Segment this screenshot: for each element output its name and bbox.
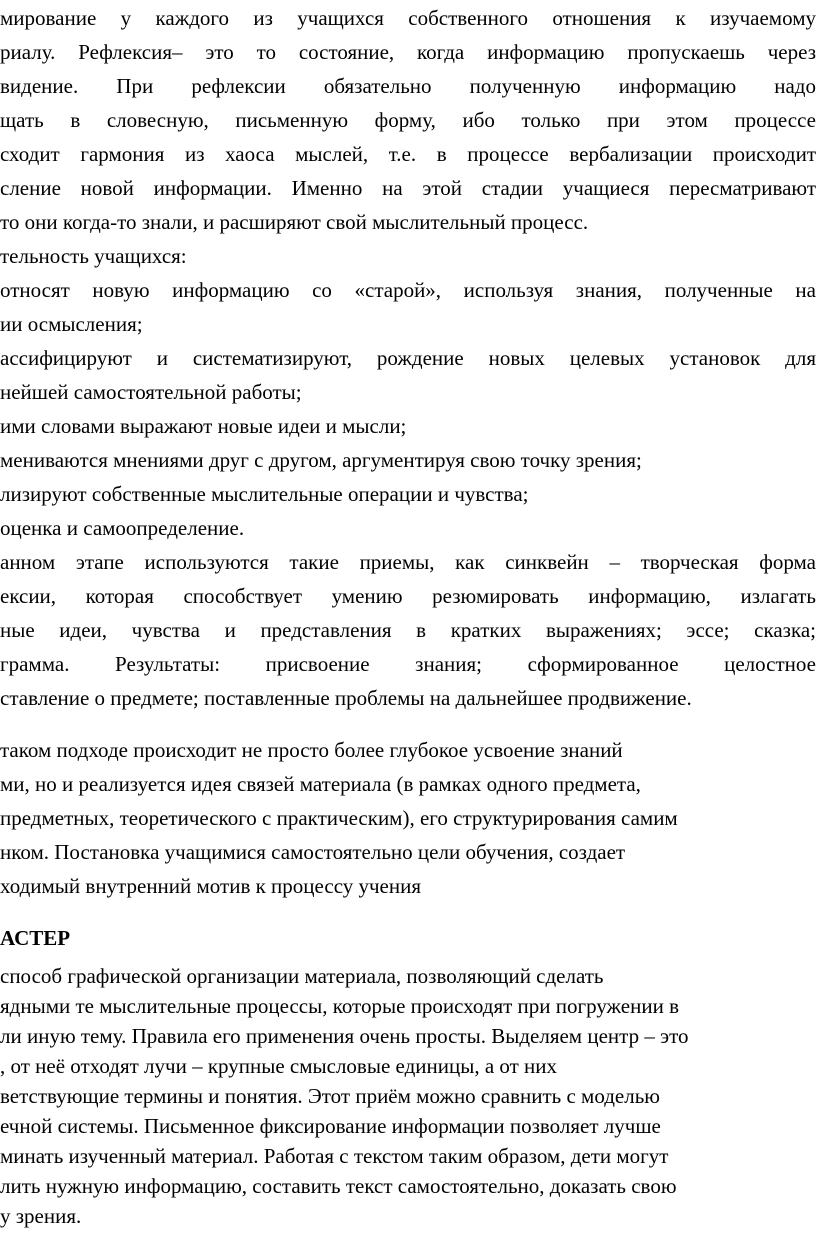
text-line: нком. Постановка учащимися самостоятельно цели обучения, создает (0, 840, 626, 864)
list-item: относят новую информацию со «старой», используя знания, полученные на (0, 278, 816, 302)
text-line: тельность учащихся: (0, 244, 187, 268)
text-line: способ графической организации материала, позволяющий сделать (0, 964, 604, 988)
list-item: ассифицируют и систематизируют, рождение новых целевых установок для (0, 346, 816, 370)
text-line: ядными те мыслительные процессы, которые происходят при погружении в (0, 994, 679, 1018)
text-line: сление новой информации. Именно на этой стадии учащиеся пересматривают (0, 176, 816, 200)
text-line: ми, но и реализуется идея связей материала (в рамках одного предмета, (0, 772, 641, 796)
text-line: анном этапе используются такие приемы, как синквейн – творческая форма (0, 550, 816, 574)
text-line: предметных, теоретического с практическим), его структурирования самим (0, 806, 678, 830)
text-line: сходит гармония из хаоса мыслей, т.е. в процессе вербализации происходит (0, 142, 816, 166)
list-item: лизируют собственные мыслительные операции и чувства; (0, 482, 529, 506)
text-line: ветствующие термины и понятия. Этот приём можно сравнить с моделью (0, 1084, 660, 1108)
list-item-continuation: нейшей самостоятельной работы; (0, 380, 302, 404)
list-item: мениваются мнениями друг с другом, аргументируя свою точку зрения; (0, 448, 642, 472)
section-heading: АСТЕР (0, 926, 71, 950)
list-item: оценка и самоопределение. (0, 516, 245, 540)
text-line: ходимый внутренний мотив к процессу учения (0, 874, 422, 898)
text-line: ексии, которая способствует умению резюмировать информацию, излагать (0, 584, 816, 608)
text-line: ечной системы. Письменное фиксирование информации позволяет лучше (0, 1114, 661, 1138)
text-line: таком подходе происходит не просто более глубокое усвоение знаний (0, 738, 623, 762)
text-line: лить нужную информацию, составить текст самостоятельно, доказать свою (0, 1174, 677, 1198)
text-line: ные идеи, чувства и представления в кратких выражениях; эссе; сказка; (0, 618, 816, 642)
text-line: риалу. Рефлексия– это то состояние, когда информацию пропускаешь через (0, 40, 816, 64)
text-line: грамма. Результаты: присвоение знания; сформированное целостное (0, 652, 816, 676)
text-line: минать изученный материал. Работая с текстом таким образом, дети могут (0, 1144, 669, 1168)
text-line: ли иную тему. Правила его применения очень просты. Выделяем центр – это (0, 1024, 689, 1048)
list-item: ими словами выражают новые идеи и мысли; (0, 414, 407, 438)
text-line: ставление о предмете; поставленные проблемы на дальнейшее продвижение. (0, 686, 692, 710)
text-line: то они когда-то знали, и расширяют свой мыслительный процесс. (0, 210, 589, 234)
text-line: щать в словесную, письменную форму, ибо только при этом процессе (0, 108, 816, 132)
list-item-continuation: ии осмысления; (0, 312, 143, 336)
text-line: у зрения. (0, 1204, 82, 1228)
text-line: , от неё отходят лучи – крупные смысловые единицы, а от них (0, 1054, 558, 1078)
text-line: мирование у каждого из учащихся собственного отношения к изучаемому (0, 6, 816, 30)
text-line: видение. При рефлексии обязательно полученную информацию надо (0, 74, 816, 98)
